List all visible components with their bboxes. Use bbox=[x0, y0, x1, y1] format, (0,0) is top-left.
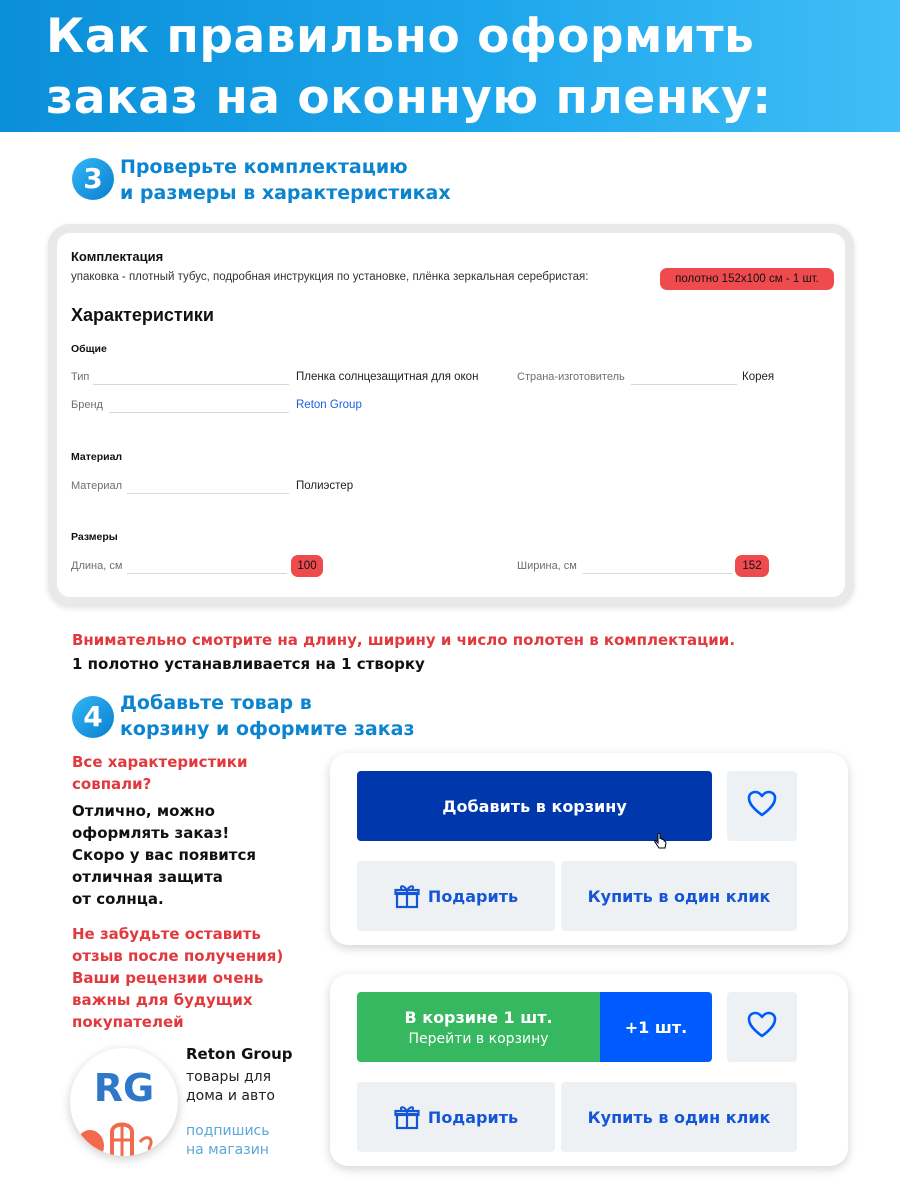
general-heading: Общие bbox=[71, 343, 107, 355]
material-value: Полиэстер bbox=[296, 480, 354, 492]
gift-icon bbox=[394, 883, 420, 909]
brand-logo[interactable] bbox=[70, 1048, 178, 1156]
gift-icon bbox=[394, 1104, 420, 1130]
characteristics-heading: Характеристики bbox=[71, 305, 214, 325]
width-dots bbox=[583, 573, 733, 574]
hand-cursor-icon bbox=[654, 833, 668, 851]
step-4-number: 4 bbox=[72, 696, 114, 738]
material-dots bbox=[127, 493, 289, 494]
attention-note: Внимательно смотрите на длину, ширину и число полотен в комплектации. 1 полотно устанавливается на 1 створку bbox=[72, 631, 736, 673]
width-label: Ширина, см bbox=[517, 560, 577, 572]
type-value: Пленка солнцезащитная для окон bbox=[296, 371, 479, 383]
brand-dots bbox=[109, 412, 289, 413]
plus-one-button[interactable]: +1 шт. bbox=[600, 992, 712, 1062]
page-title: Как правильно оформить заказ на оконную пленку: bbox=[46, 9, 772, 125]
logo-text: RG bbox=[93, 1066, 155, 1110]
add-to-cart-button[interactable]: Добавить в корзину bbox=[357, 771, 712, 841]
width-value-badge: 152 bbox=[735, 555, 769, 577]
buy-one-click-button-2[interactable]: Купить в один клик bbox=[561, 1082, 797, 1152]
answer-text: Отлично, можно оформлять заказ! Скоро у вас появится отличная защита от солнца. bbox=[72, 802, 257, 908]
step-3-number: 3 bbox=[72, 158, 114, 200]
material-heading: Материал bbox=[71, 451, 123, 463]
heart-icon bbox=[747, 1011, 777, 1043]
brand-link[interactable]: Reton Group bbox=[296, 399, 362, 411]
gift-button[interactable]: Подарить bbox=[357, 861, 555, 931]
logo-art-icon bbox=[70, 1112, 178, 1156]
length-label: Длина, см bbox=[71, 560, 123, 572]
kit-text: упаковка - плотный тубус, подробная инструкция по установке, плёнка зеркальная серебристая: bbox=[71, 271, 589, 283]
step-4-title: Добавьте товар в корзину и оформите заказ bbox=[120, 692, 415, 740]
favorite-button[interactable] bbox=[727, 771, 797, 841]
step-3-header bbox=[72, 154, 832, 206]
product-specs-card bbox=[48, 224, 854, 606]
question-text: Все характеристики совпали? bbox=[72, 753, 248, 793]
header-banner bbox=[0, 0, 900, 132]
material-label: Материал bbox=[71, 480, 122, 492]
heart-icon bbox=[747, 790, 777, 822]
type-label: Тип bbox=[71, 371, 90, 383]
kit-highlight-badge: полотно 152х100 см - 1 шт. bbox=[660, 268, 834, 290]
gift-button-2[interactable]: Подарить bbox=[357, 1082, 555, 1152]
review-reminder-text: Не забудьте оставить отзыв после получения) Ваши рецензии очень важны для будущих покупателей bbox=[72, 925, 284, 1031]
type-dots bbox=[93, 384, 289, 385]
country-label: Страна-изготовитель bbox=[517, 371, 625, 383]
buy-card-after bbox=[330, 974, 848, 1166]
subscribe-link[interactable]: подпишись на магазин bbox=[186, 1123, 270, 1158]
country-dots bbox=[631, 384, 737, 385]
length-dots bbox=[127, 573, 287, 574]
step-4-header bbox=[72, 690, 832, 742]
brand-label: Бренд bbox=[71, 399, 103, 411]
in-cart-button[interactable]: В корзине 1 шт. Перейти в корзину bbox=[357, 992, 600, 1062]
kit-heading: Комплектация bbox=[71, 249, 164, 264]
favorite-button-2[interactable] bbox=[727, 992, 797, 1062]
step-3-title: Проверьте комплектацию и размеры в характеристиках bbox=[120, 156, 451, 204]
buy-card-before bbox=[330, 753, 848, 945]
length-value-badge: 100 bbox=[291, 555, 323, 577]
sizes-heading: Размеры bbox=[71, 531, 118, 543]
buy-one-click-button[interactable]: Купить в один клик bbox=[561, 861, 797, 931]
brand-name: Reton Group bbox=[186, 1045, 293, 1063]
country-value: Корея bbox=[742, 371, 775, 383]
brand-description: товары для дома и авто bbox=[186, 1069, 275, 1104]
